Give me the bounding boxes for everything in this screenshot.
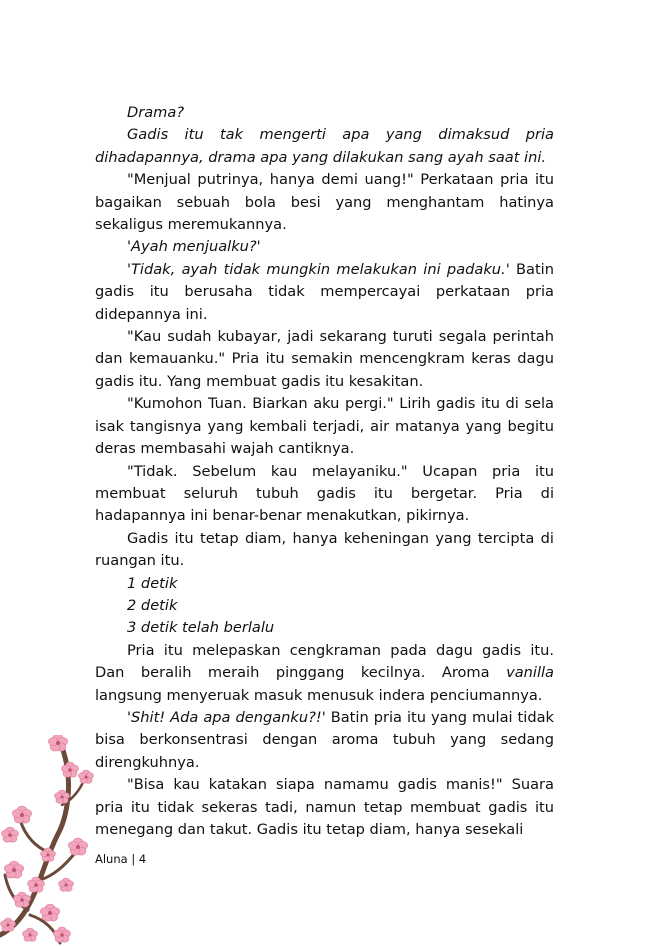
blossom-icon <box>0 918 15 931</box>
italic-text-run: 'Shit! Ada apa denganku?!' <box>127 708 326 726</box>
paragraph <box>95 102 554 124</box>
italic-text-run: vanilla <box>506 664 554 682</box>
italic-text-run: 1 detik <box>127 574 178 592</box>
italic-text-run: 3 detik telah berlalu <box>127 619 275 637</box>
text-run: Batin pria itu yang mulai tidak bisa berkonsentrasi dengan aroma tubuh yang sedang direngkuhnya. <box>95 708 554 771</box>
paragraph <box>95 236 554 258</box>
paragraph <box>95 617 554 639</box>
italic-text-run: 'Tidak, ayah tidak mungkin melakukan ini padaku.' <box>127 260 510 278</box>
blossom-icon <box>4 861 23 878</box>
blossom-icon <box>13 892 30 907</box>
cherry-blossom-branch-icon <box>0 735 110 946</box>
blossom-icon <box>53 927 70 942</box>
blossom-icon <box>22 928 37 941</box>
blossom-icon <box>1 827 18 842</box>
text-run: "Kau sudah kubayar, jadi sekarang turuti segala perintah dan kemauanku." Pria itu semakin mencengkram keras dagu gadis itu. Yang membuat gadis itu kesakitan. <box>95 328 554 390</box>
text-run: Batin gadis itu berusaha tidak mempercayai perkataan pria didepannya ini. <box>95 260 554 323</box>
italic-text-run: Gadis itu tak mengerti apa yang dimaksud pria dihadapannya, drama apa yang dilakukan sang ayah saat ini. <box>95 126 554 166</box>
paragraph <box>95 461 554 528</box>
text-run: "Menjual putrinya, hanya demi uang!" Perkataan pria itu bagaikan sebuah bola besi yang menghantam hatinya sekaligus meremukannya. <box>95 171 554 234</box>
paragraph <box>95 595 554 617</box>
blossom-icon <box>12 806 31 823</box>
page-footer: Aluna | 4 <box>95 852 147 866</box>
paragraph <box>95 169 554 236</box>
blossom-icon <box>58 878 73 891</box>
text-run: "Kumohon Tuan. Biarkan aku pergi." Lirih gadis itu di sela isak tangisnya yang kembali terjadi, air matanya yang begitu deras membasahi wajah cantiknya. <box>95 395 554 458</box>
blossom-icon <box>78 770 93 783</box>
paragraph <box>95 528 554 573</box>
text-run: "Tidak. Sebelum kau melayaniku." Ucapan pria itu membuat seluruh tubuh gadis itu bergetar. Pria di hadapannya ini benar-benar menakutkan, pikirnya. <box>95 462 554 525</box>
paragraph <box>95 124 554 169</box>
blossom-icon <box>68 838 87 855</box>
paragraph <box>95 774 554 841</box>
text-run: langsung menyeruak masuk menusuk indera penciumannya. <box>95 686 543 704</box>
paragraph <box>95 573 554 595</box>
text-run: "Bisa kau katakan siapa namamu gadis manis!" Suara pria itu tidak sekeras tadi, namun tetap membuat gadis itu menegang dan takut. Gadis itu tetap diam, hanya sesekali <box>95 776 554 838</box>
text-run: Pria itu melepaskan cengkraman pada dagu gadis itu. Dan beralih meraih pinggang kecilnya. Aroma <box>95 641 554 682</box>
paragraph <box>95 259 554 326</box>
blossom-icon <box>48 735 67 751</box>
text-run: Gadis itu tetap diam, hanya keheningan yang tercipta di ruangan itu. <box>95 529 554 570</box>
italic-text-run: Drama? <box>127 104 185 121</box>
story-text-body <box>95 102 554 841</box>
paragraph <box>95 326 554 393</box>
blossom-icon <box>40 904 59 921</box>
italic-text-run: 'Ayah menjualku?' <box>127 238 261 256</box>
italic-text-run: 2 detik <box>127 596 178 614</box>
paragraph <box>95 393 554 460</box>
paragraph <box>95 640 554 707</box>
paragraph <box>95 707 554 774</box>
